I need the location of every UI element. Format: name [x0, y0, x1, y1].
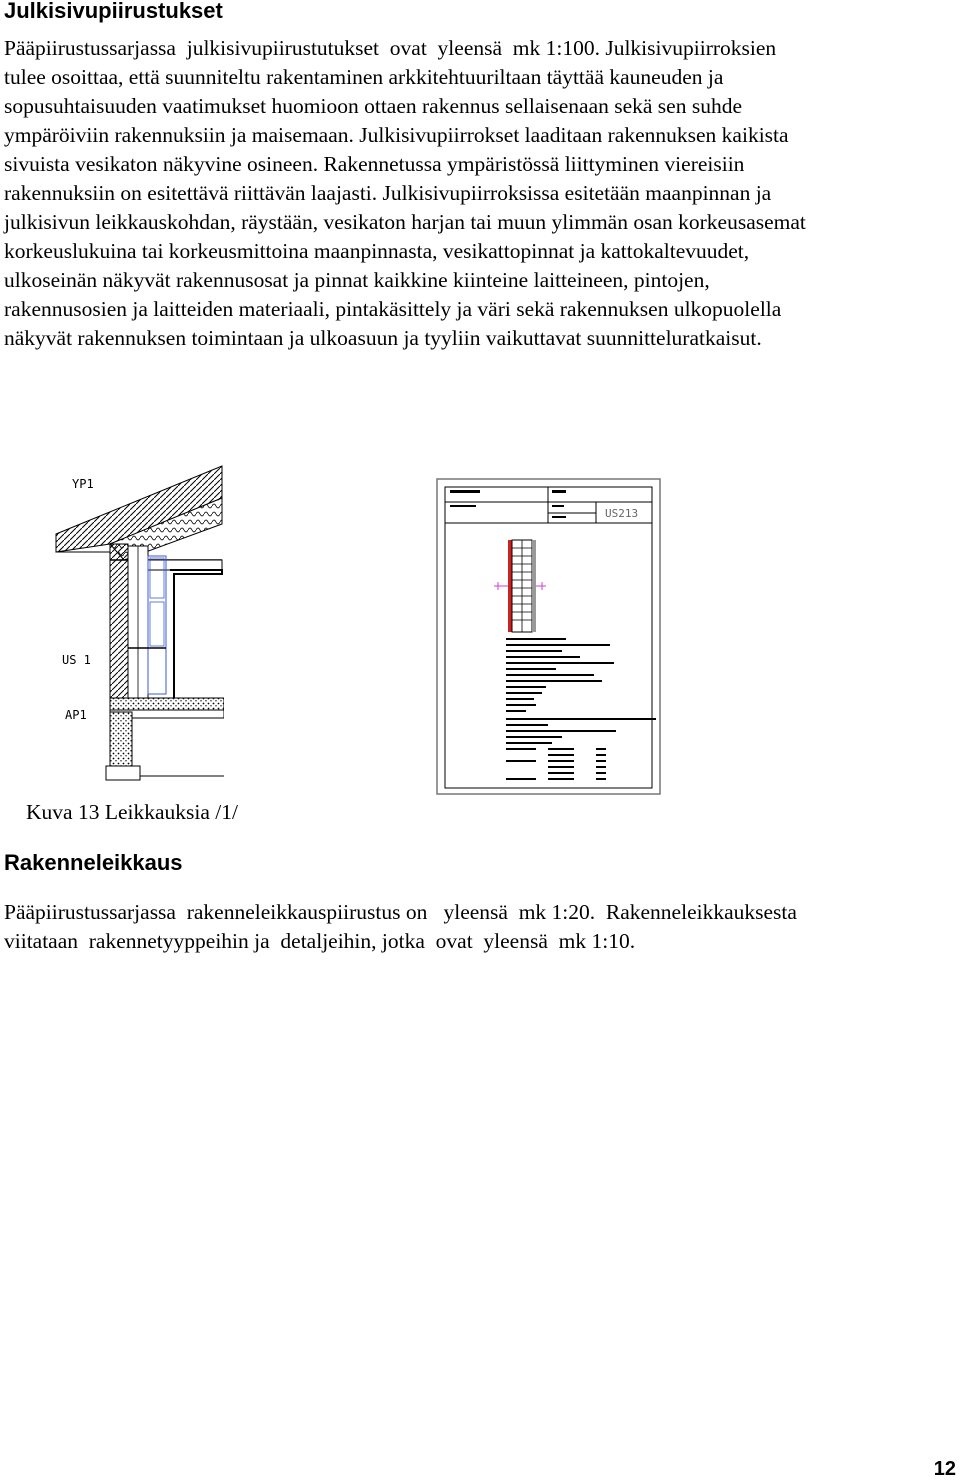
sheet-code: US213: [605, 507, 639, 520]
wall-type-sheet-right: [436, 478, 662, 796]
text-line: ulkoseinän näkyvät rakennusosat ja pinnat kaikkine kiinteine laitteineen, pintojen,: [4, 268, 710, 292]
heading-rakenneleikkaus: Rakenneleikkaus: [4, 850, 183, 875]
text-line: Pääpiirustussarjassa julkisivupiirustutukset ovat yleensä mk 1:100. Julkisivupiirroksien: [4, 36, 777, 60]
label-yp1: YP1: [72, 477, 94, 491]
text-line: tulee osoittaa, että suunniteltu rakentaminen arkkitehtuuriltaan täyttää kauneuden ja: [4, 65, 724, 89]
text-line: julkisivun leikkauskohdan, räystään, vesikaton harjan tai muun ylimmän osan korkeusasemat: [4, 210, 806, 234]
text-line: viitataan rakennetyyppeihin ja detaljeihin, jotka ovat yleensä mk 1:10.: [4, 929, 636, 953]
text-line: Pääpiirustussarjassa rakenneleikkauspiirustus on yleensä mk 1:20. Rakenneleikkauksesta: [4, 900, 797, 924]
paragraph-rakenneleikkaus: [4, 898, 956, 956]
label-us1: US 1: [62, 653, 91, 667]
text-line: sivuista vesikaton näkyvine osineen. Rakennetussa ympäristössä liittyminen viereisiin: [4, 152, 745, 176]
heading-julkisivupiirustukset: Julkisivupiirustukset: [4, 0, 223, 23]
page-number: 12: [933, 1458, 956, 1480]
text-line: ympäröiviin rakennuksiin ja maisemaan. Julkisivupiirrokset laaditaan rakennuksen kaikista: [4, 123, 789, 147]
figure-caption: Kuva 13 Leikkauksia /1/: [26, 800, 238, 824]
paragraph-julkisivupiirustukset: [4, 34, 956, 353]
text-line: näkyvät rakennuksen toimintaan ja ulkoasuun ja tyyliin vaikuttavat suunnitteluratkaisut.: [4, 326, 762, 350]
text-line: rakennusosien ja laitteiden materiaali, pintakäsittely ja väri sekä rakennuksen ulkopuolella: [4, 297, 782, 321]
text-line: korkeuslukuina tai korkeusmittoina maanpinnasta, vesikattopinnat ja kattokaltevuudet,: [4, 239, 750, 263]
label-ap1: AP1: [65, 708, 87, 722]
text-line: rakennuksiin on esitettävä riittävän laajasti. Julkisivupiirroksissa esitetään maanpinnan ja: [4, 181, 772, 205]
section-drawing-left: [52, 462, 224, 782]
text-line: sopusuhtaisuuden vaatimukset huomioon ottaen rakennus sellaisenaan sekä sen suhde: [4, 94, 743, 118]
